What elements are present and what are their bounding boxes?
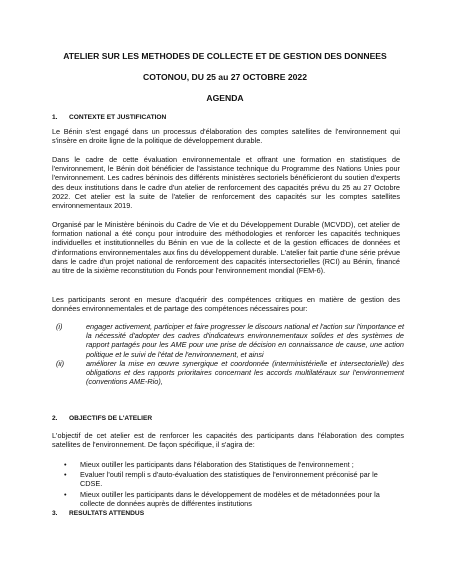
section-1-paragraph-3: Organisé par le Ministère béninois du Cadre de Vie et du Développement Durable (MCVDD), cet atelier de formation national a été conçu pour introduire des méthodologies et renforcer les capacités techniques individuelles et institutionnelles du Bénin en vue de la collecte et de la gestion efficaces de données et d'informations environnementales aux fins du développement durable. L'atelier fait partie d'une série prévue dans le cadre d'un projet national de renforcement des capacités intersectorielles (RCI) au Bénin, financé au titre de la sixième reconstitution du Fonds pour l'environnement mondial (FEM-6). — [52, 220, 400, 276]
objective-item-2-text: améliorer la mise en œuvre synergique et coordonnée (interministérielle et intersectorielle) des obligations et des rapports prioritaires concernant les accords multilatéraux sur l'environnement (conventions AME-Rio), — [86, 359, 404, 387]
section-2-intro: L'objectif de cet atelier est de renforcer les capacités des participants dans l'élaboration des comptes satellites de l'environnement. De façon spécifique, il s'agira de: — [52, 431, 404, 450]
section-3-heading — [52, 510, 144, 517]
list-item-text: Mieux outiller les participants dans le développement de modèles et de métadonnées pour la collecte de données auprès de différentes institutions — [80, 490, 380, 509]
document-title: ATELIER SUR LES METHODES DE COLLECTE ET DE GESTION DES DONNEES — [63, 51, 387, 61]
section-2-number: 2. — [52, 415, 58, 422]
section-3-number: 3. — [52, 510, 58, 517]
section-1-paragraph-4: Les participants seront en mesure d'acquérir des compétences critiques en matière de gestion des données environnementales et de partage des compétences nécessaires pour: — [52, 295, 400, 314]
objective-item-2-marker: (ii) — [56, 359, 65, 368]
bullet-icon: • — [64, 460, 67, 469]
list-item-text: Evaluer l'outil rempli s d'auto-évaluation des statistiques de l'environnement préconisé par le CDSE. — [80, 470, 378, 489]
section-2-title: OBJECTIFS DE L'ATELIER — [69, 415, 153, 422]
objective-item-1-text: engager activement, participer et faire progresser le discours national et l'action sur l'importance et la nécessité d'adopter des cadres d'indicateurs environnementaux solides et des systèmes de rapport partagés pour les AME pour une prise de décision en connaissance de cause, une action politique et le suivi de l'état de l'environnement, et ainsi — [86, 322, 404, 359]
section-1-heading — [52, 114, 166, 121]
objective-item-1-marker: (i) — [56, 322, 63, 331]
list-item-text: Mieux outiller les participants dans l'élaboration des Statistiques de l'environnement ; — [80, 460, 354, 469]
section-1-paragraph-2: Dans le cadre de cette évaluation environnementale et offrant une formation en statistiques de l'environnement, le Bénin doit bénéficier de l'assistance technique du Programme des Nations Unies pour l'environnement. Les cadres béninois des différents ministères sectoriels bénéficieront du soutien d'experts des deux institutions dans le cadre d'un atelier de renforcement des capacités prévu du 25 au 27 Octobre 2022. Cet atelier est la suite de l'atelier de renforcement des capacités sur les comptes satellites environnementaux 2019. — [52, 155, 400, 211]
section-2-heading — [52, 415, 152, 422]
bullet-icon: • — [64, 490, 67, 499]
section-1-paragraph-1: Le Bénin s'est engagé dans un processus d'élaboration des comptes satellites de l'environnement qui s'insère en droite ligne de la politique de développement durable. — [52, 127, 400, 146]
document-date-location: COTONOU, DU 25 au 27 OCTOBRE 2022 — [143, 72, 307, 82]
section-1-title: CONTEXTE ET JUSTIFICATION — [69, 114, 167, 121]
bullet-icon: • — [64, 470, 67, 479]
section-3-title: RESULTATS ATTENDUS — [69, 510, 145, 517]
document-agenda-heading: AGENDA — [206, 93, 244, 103]
section-1-number: 1. — [52, 114, 58, 121]
